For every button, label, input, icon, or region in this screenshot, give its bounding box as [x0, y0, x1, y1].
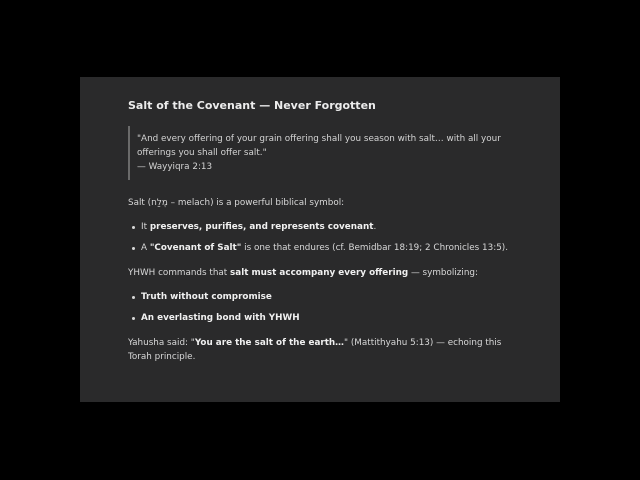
- command-post: — symbolizing:: [408, 268, 478, 278]
- intro-pre: Salt (: [128, 198, 152, 208]
- closing-paragraph: [128, 336, 512, 364]
- command-bold: salt must accompany every offering: [230, 268, 409, 278]
- list-item-text: is one that endures (cf. Bemidbar 18:19; 2 Chronicles 13:5).: [241, 243, 509, 253]
- quote-line-1: "And every offering of your grain offering shall you season with salt… with all your: [137, 134, 501, 144]
- scripture-quote: [128, 126, 512, 180]
- intro-paragraph: [128, 196, 512, 210]
- list-item-text: It: [141, 222, 150, 232]
- command-pre: YHWH commands that: [128, 268, 231, 278]
- page-title: Salt of the Covenant — Never Forgotten: [128, 99, 376, 112]
- list-item-text: .: [373, 222, 377, 232]
- symbolism-list: [128, 290, 512, 325]
- list-item-text: A: [141, 243, 150, 253]
- intro-post: – melach) is a powerful biblical symbol:: [167, 198, 345, 208]
- list-item-bold: "Covenant of Salt": [149, 243, 242, 253]
- list-item: [128, 220, 512, 234]
- list-item: [128, 290, 512, 304]
- salt-meaning-list: [128, 220, 512, 255]
- closing-bold: You are the salt of the earth…: [194, 338, 344, 348]
- closing-pre: Yahusha said: ": [128, 338, 195, 348]
- content-panel: [80, 77, 560, 402]
- closing-post: " (Mattithyahu 5:13) — echoing this: [343, 338, 502, 348]
- list-item: [128, 311, 512, 325]
- list-item: [128, 241, 512, 255]
- command-paragraph: [128, 266, 512, 280]
- list-item-bold: preserves, purifies, and represents covenant: [149, 222, 374, 232]
- quote-line-2: offerings you shall offer salt.": [137, 148, 267, 158]
- closing-line-2: Torah principle.: [128, 352, 196, 362]
- hebrew-word: מֶלַח: [151, 198, 168, 208]
- quote-source: — Wayyiqra 2:13: [137, 162, 213, 172]
- list-item-bold: An everlasting bond with YHWH: [141, 313, 300, 323]
- list-item-bold: Truth without compromise: [141, 292, 272, 302]
